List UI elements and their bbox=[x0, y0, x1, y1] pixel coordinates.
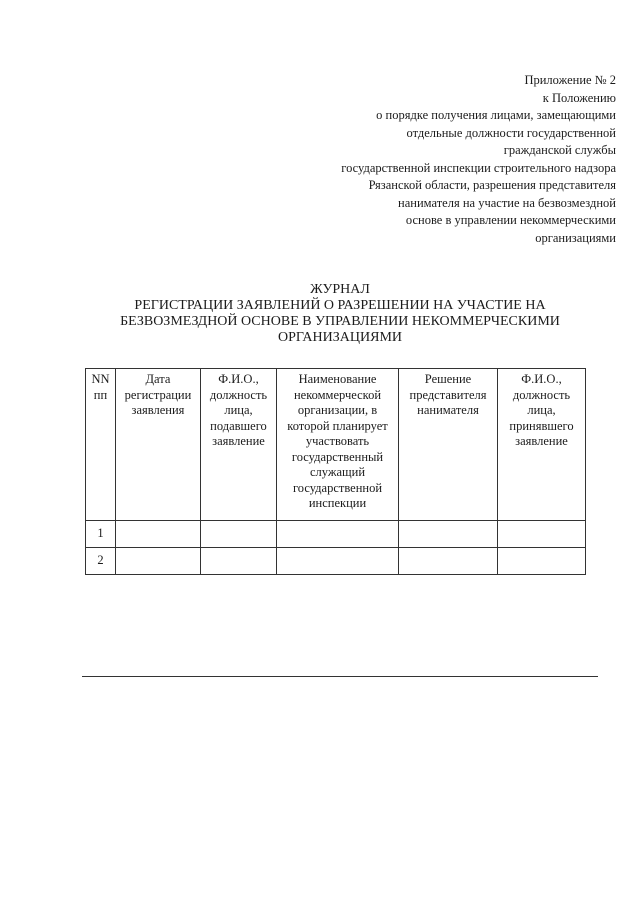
journal-table bbox=[85, 368, 586, 575]
table-cell bbox=[277, 520, 399, 547]
title-line: БЕЗВОЗМЕЗДНОЙ ОСНОВЕ В УПРАВЛЕНИИ НЕКОММЕРЧЕСКИМИ bbox=[120, 314, 560, 329]
title-line: ЖУРНАЛ bbox=[310, 282, 370, 297]
appendix-header bbox=[216, 72, 616, 247]
appendix-line: организациями bbox=[535, 230, 616, 245]
table-cell bbox=[399, 547, 498, 574]
column-header-number: NN пп bbox=[86, 369, 116, 521]
appendix-line: отдельные должности государственной bbox=[406, 125, 616, 140]
appendix-line: основе в управлении некоммерческими bbox=[405, 213, 616, 227]
title-line: РЕГИСТРАЦИИ ЗАЯВЛЕНИЙ О РАЗРЕШЕНИИ НА УЧАСТИЕ НА bbox=[134, 298, 546, 313]
column-header-applicant: Ф.И.О., должность лица, подавшего заявление bbox=[201, 369, 277, 521]
table-cell bbox=[116, 547, 201, 574]
table-cell-number: 2 bbox=[86, 547, 116, 574]
table-cell bbox=[498, 520, 586, 547]
appendix-line: о порядке получения лицами, замещающими bbox=[376, 108, 616, 122]
appendix-line: государственной инспекции строительного надзора bbox=[341, 160, 616, 175]
appendix-line: Рязанской области, разрешения представителя bbox=[368, 178, 616, 192]
table-cell bbox=[201, 520, 277, 547]
appendix-line: к Положению bbox=[542, 90, 616, 105]
horizontal-divider bbox=[82, 676, 598, 677]
appendix-line: нанимателя на участие на безвозмездной bbox=[398, 195, 616, 210]
table-cell bbox=[498, 547, 586, 574]
document-title bbox=[90, 282, 590, 346]
appendix-line: гражданской службы bbox=[503, 143, 616, 157]
table-cell bbox=[277, 547, 399, 574]
table-cell bbox=[116, 520, 201, 547]
column-header-registration-date: Дата регистрации заявления bbox=[116, 369, 201, 521]
column-header-receiver: Ф.И.О., должность лица, принявшего заявление bbox=[498, 369, 586, 521]
table-header-row bbox=[86, 369, 586, 521]
table-cell-number: 1 bbox=[86, 520, 116, 547]
table-cell bbox=[399, 520, 498, 547]
table-cell bbox=[201, 547, 277, 574]
table-row bbox=[86, 547, 586, 574]
appendix-line: Приложение № 2 bbox=[524, 73, 616, 87]
column-header-decision: Решение представителя нанимателя bbox=[399, 369, 498, 521]
table-row bbox=[86, 520, 586, 547]
column-header-organization: Наименование некоммерческой организации, в которой планирует участвовать государственный служащий государственной инспекции bbox=[277, 369, 399, 521]
title-line: ОРГАНИЗАЦИЯМИ bbox=[277, 330, 403, 345]
